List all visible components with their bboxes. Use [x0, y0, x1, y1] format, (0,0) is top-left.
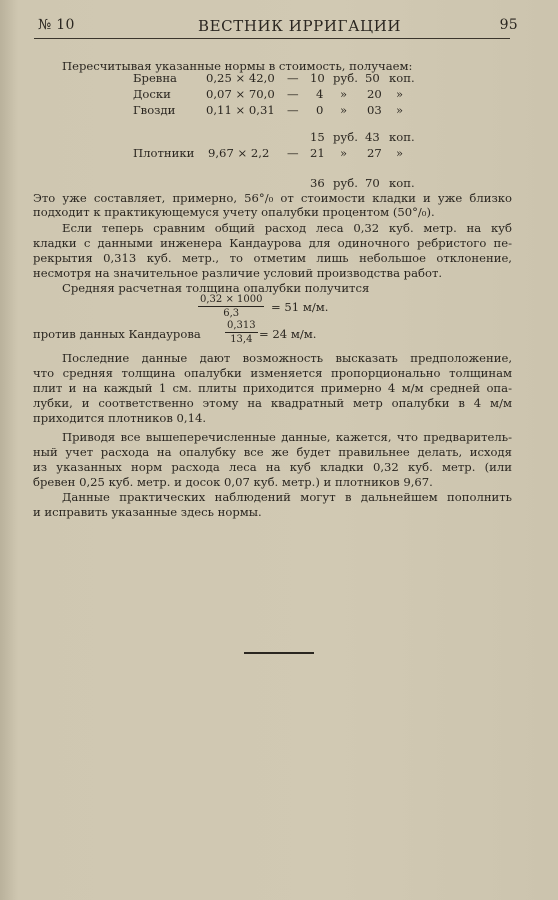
- carpenters-name: Плотники: [133, 146, 195, 160]
- end-divider: [244, 652, 314, 654]
- para1-line: Это уже составляет, примерно, 56°/₀ от стоимости кладки и уже близко: [33, 191, 512, 205]
- carpenters-dash: —: [287, 146, 299, 160]
- material-row-nails: [0, 103, 558, 117]
- material-kop: 03: [367, 103, 382, 117]
- material-rub-unit: »: [340, 87, 348, 101]
- formula1-fraction: [198, 294, 264, 319]
- material-expr: 0,07 × 70,0: [206, 87, 275, 101]
- material-expr: 0,25 × 42,0: [206, 71, 275, 85]
- material-row-logs: [0, 71, 558, 85]
- subtotal-rub-unit: руб.: [333, 130, 358, 144]
- material-kop: 20: [367, 87, 382, 101]
- formula2-numerator: 0,313: [227, 320, 256, 331]
- para6-line: и исправить указанные здесь нормы.: [33, 505, 262, 519]
- para4-line: приходится плотников 0,14.: [33, 411, 207, 425]
- subtotal-rub: 15: [310, 130, 325, 144]
- para5-line: бревен 0,25 куб. метр. и досок 0,07 куб. метр.) и плотников 9,67.: [33, 475, 433, 489]
- total-rub-unit: руб.: [333, 176, 358, 190]
- material-kop-unit: »: [396, 103, 404, 117]
- para5-line: Приводя все вышеперечисленные данные, кажется, что предваритель-: [62, 430, 512, 444]
- subtotal-kop-unit: коп.: [389, 130, 415, 144]
- page-number: 95: [499, 17, 518, 33]
- material-rub: 0: [316, 103, 324, 117]
- subtotal-row: [0, 130, 558, 144]
- para4-line: плит и на каждый 1 см. плиты приходится примерно 4 м/м средней опа-: [33, 381, 512, 395]
- material-row-boards: [0, 87, 558, 101]
- formula1-numerator: 0,32 × 1000: [200, 294, 263, 305]
- total-kop: 70: [365, 176, 380, 190]
- header-divider: [34, 38, 510, 39]
- total-rub: 36: [310, 176, 325, 190]
- issue-number: № 10: [38, 17, 75, 33]
- total-row: [0, 176, 558, 190]
- material-rub: 10: [310, 71, 325, 85]
- carpenters-kop-unit: »: [396, 146, 404, 160]
- formula1-denominator: 6,3: [223, 308, 240, 319]
- formula2-denominator: 13,4: [230, 334, 253, 345]
- para6-line: Данные практических наблюдений могут в дальнейшем пополнить: [62, 490, 512, 504]
- material-kop: 50: [365, 71, 380, 85]
- para2-line: Если теперь сравним общий расход леса 0,32 куб. метр. на куб: [62, 221, 512, 235]
- intro-line: Пересчитывая указанные нормы в стоимость, получаем:: [62, 59, 413, 73]
- material-name: Бревна: [133, 71, 177, 85]
- carpenters-rub-unit: »: [340, 146, 348, 160]
- carpenters-rub: 21: [310, 146, 325, 160]
- para4-line: лубки, и соответственно этому на квадратный метр опалубки в 4 м/м: [33, 396, 512, 410]
- carpenters-expr: 9,67 × 2,2: [208, 146, 270, 160]
- running-header: [38, 17, 518, 39]
- material-rub-unit: руб.: [333, 71, 358, 85]
- para2-line: несмотря на значительное различие условий производства работ.: [33, 266, 443, 280]
- total-kop-unit: коп.: [389, 176, 415, 190]
- para5-line: из указанных норм расхода леса на куб кладки 0,32 куб. метр. (или: [33, 460, 512, 474]
- para4-line: что средняя толщина опалубки изменяется пропорционально толщинам: [33, 366, 512, 380]
- material-name: Гвозди: [133, 103, 176, 117]
- para2-line: кладки с данными инженера Кандаурова для одиночного ребристого пе-: [33, 236, 512, 250]
- subtotal-kop: 43: [365, 130, 380, 144]
- carpenters-kop: 27: [367, 146, 382, 160]
- formula2-prefix: против данных Кандаурова: [33, 327, 201, 341]
- material-dash: —: [287, 87, 299, 101]
- para4-line: Последние данные дают возможность высказать предположение,: [62, 351, 512, 365]
- material-dash: —: [287, 103, 299, 117]
- material-name: Доски: [133, 87, 171, 101]
- formula1-result: = 51 м/м.: [271, 300, 329, 314]
- para5-line: ный учет расхода на опалубку все же будет правильнее делать, исходя: [33, 445, 512, 459]
- para1-line: подходит к практикующемуся учету опалубки процентом (50°/₀).: [33, 205, 435, 219]
- formula2-result: = 24 м/м.: [259, 327, 317, 341]
- material-expr: 0,11 × 0,31: [206, 103, 275, 117]
- material-kop-unit: коп.: [389, 71, 415, 85]
- carpenters-row: [0, 146, 558, 160]
- para2-line: рекрытия 0,313 куб. метр., то отметим лишь небольшое отклонение,: [33, 251, 512, 265]
- material-kop-unit: »: [396, 87, 404, 101]
- journal-title: ВЕСТНИК ИРРИГАЦИИ: [198, 17, 402, 35]
- material-rub: 4: [316, 87, 324, 101]
- formula2-fraction: [225, 320, 258, 345]
- material-dash: —: [287, 71, 299, 85]
- material-rub-unit: »: [340, 103, 348, 117]
- para3-line: Средняя расчетная толщина опалубки получится: [62, 281, 370, 295]
